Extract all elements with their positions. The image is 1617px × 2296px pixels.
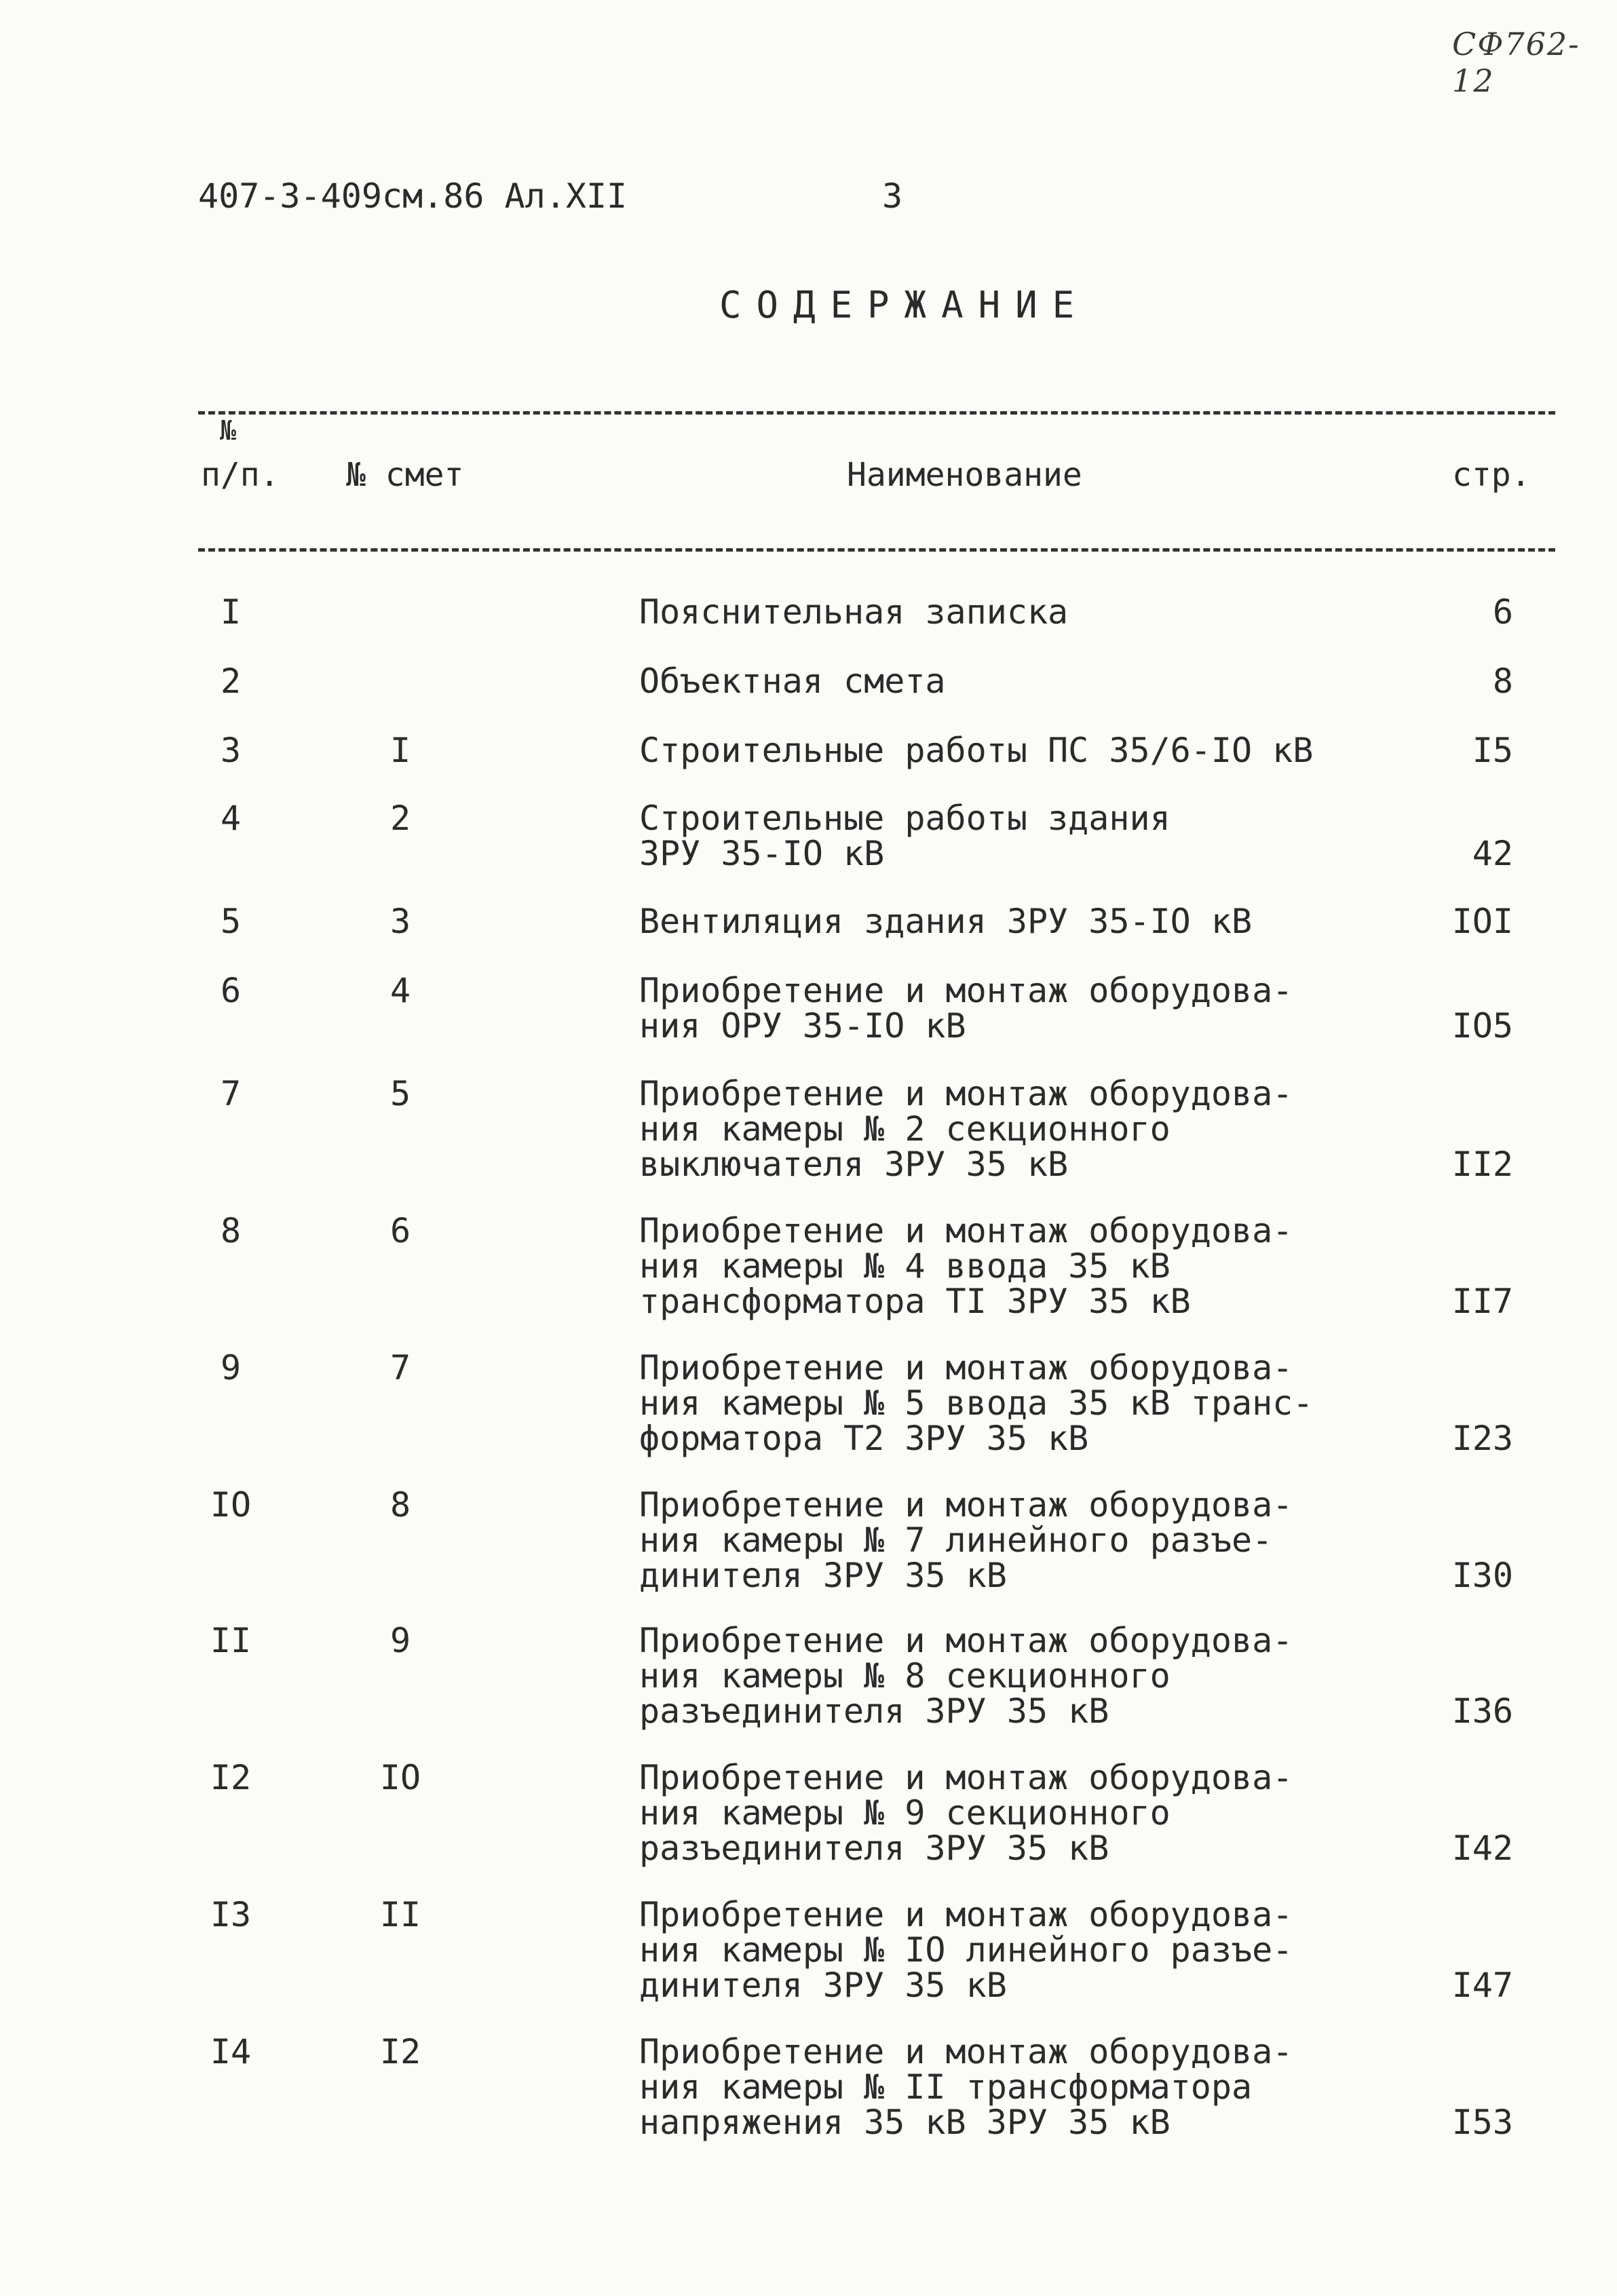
row-name: Пояснительная записка: [639, 592, 1069, 632]
page-title: СОДЕРЖАНИЕ: [719, 284, 1090, 326]
row-number: I3: [210, 1895, 252, 1934]
row-estimate: 3: [389, 902, 411, 941]
document-code: 407-3-409см.86 Ал.XII: [198, 176, 628, 216]
row-number: II: [210, 1621, 252, 1660]
column-header-number: п/п.: [201, 456, 280, 494]
row-name: Приобретение и монтаж оборудова- ния камеры № 5 ввода 35 кВ транс- форматора Т2 ЗРУ 35 кВ: [639, 1348, 1314, 1458]
row-number: 7: [220, 1074, 242, 1113]
row-page: 6: [1492, 592, 1513, 632]
row-number: IO: [210, 1485, 252, 1525]
row-page: IOI: [1451, 902, 1513, 941]
row-page: 42: [1472, 834, 1513, 873]
row-estimate: II: [379, 1895, 421, 1934]
column-header-estimate: № смет: [346, 456, 464, 494]
row-number: 5: [220, 902, 242, 941]
row-name: Строительные работы здания ЗРУ 35-IO кВ: [639, 799, 1171, 873]
row-page: I53: [1451, 2103, 1513, 2142]
row-estimate: 2: [389, 799, 411, 838]
row-page: 8: [1492, 662, 1513, 701]
row-page: IO5: [1451, 1006, 1513, 1046]
row-name: Приобретение и монтаж оборудова- ния камеры № 8 секционного разъединителя ЗРУ 35 кВ: [639, 1621, 1293, 1731]
row-name: Приобретение и монтаж оборудова- ния камеры № 2 секционного выключателя ЗРУ 35 кВ: [639, 1074, 1293, 1184]
row-number: I2: [210, 1758, 252, 1797]
row-name: Приобретение и монтаж оборудова- ния камеры № 4 ввода 35 кВ трансформатора TI ЗРУ 35 кВ: [639, 1211, 1293, 1321]
row-page: I23: [1451, 1419, 1513, 1458]
row-name: Приобретение и монтаж оборудова- ния камеры № II трансформатора напряжения 35 кВ ЗРУ 35 кВ: [639, 2032, 1293, 2142]
row-name: Вентиляция здания ЗРУ 35-IO кВ: [639, 902, 1253, 941]
row-number: I: [220, 592, 242, 632]
row-number: 3: [220, 731, 242, 770]
column-header-page: стр.: [1452, 456, 1531, 494]
row-number: I4: [210, 2032, 252, 2071]
header-bottom-divider: [198, 548, 1555, 552]
row-estimate: 6: [389, 1211, 411, 1250]
row-name: Приобретение и монтаж оборудова- ния камеры № IO линейного разъе- динителя ЗРУ 35 кВ: [639, 1895, 1293, 2005]
row-number: 4: [220, 799, 242, 838]
row-estimate: 5: [389, 1074, 411, 1113]
row-number: 2: [220, 662, 242, 701]
column-header-no-sign: №: [220, 415, 237, 446]
row-page: I36: [1451, 1691, 1513, 1731]
page-number: 3: [882, 176, 903, 216]
row-estimate: IO: [379, 1758, 421, 1797]
row-number: 9: [220, 1348, 242, 1388]
header-top-divider: [198, 411, 1555, 415]
row-name: Приобретение и монтаж оборудова- ния камеры № 7 линейного разъе- динителя ЗРУ 35 кВ: [639, 1485, 1293, 1595]
row-estimate: I2: [379, 2032, 421, 2071]
row-estimate: 4: [389, 971, 411, 1010]
row-name: Объектная смета: [639, 662, 946, 701]
row-page: II7: [1451, 1282, 1513, 1321]
row-name: Приобретение и монтаж оборудова- ния ОРУ 35-IO кВ: [639, 971, 1293, 1046]
row-number: 8: [220, 1211, 242, 1250]
column-header-name: Наименование: [847, 456, 1082, 494]
handwritten-archive-note: СФ762-12: [1452, 26, 1580, 99]
row-page: I42: [1451, 1829, 1513, 1868]
row-page: I47: [1451, 1966, 1513, 2005]
row-number: 6: [220, 971, 242, 1010]
row-estimate: 7: [389, 1348, 411, 1388]
row-name: Приобретение и монтаж оборудова- ния камеры № 9 секционного разъединителя ЗРУ 35 кВ: [639, 1758, 1293, 1868]
row-estimate: 9: [389, 1621, 411, 1660]
row-name: Строительные работы ПС 35/6-IO кВ: [639, 731, 1314, 770]
row-estimate: 8: [389, 1485, 411, 1525]
row-estimate: I: [389, 731, 411, 770]
row-page: II2: [1451, 1145, 1513, 1184]
row-page: I30: [1451, 1556, 1513, 1595]
row-page: I5: [1472, 731, 1513, 770]
